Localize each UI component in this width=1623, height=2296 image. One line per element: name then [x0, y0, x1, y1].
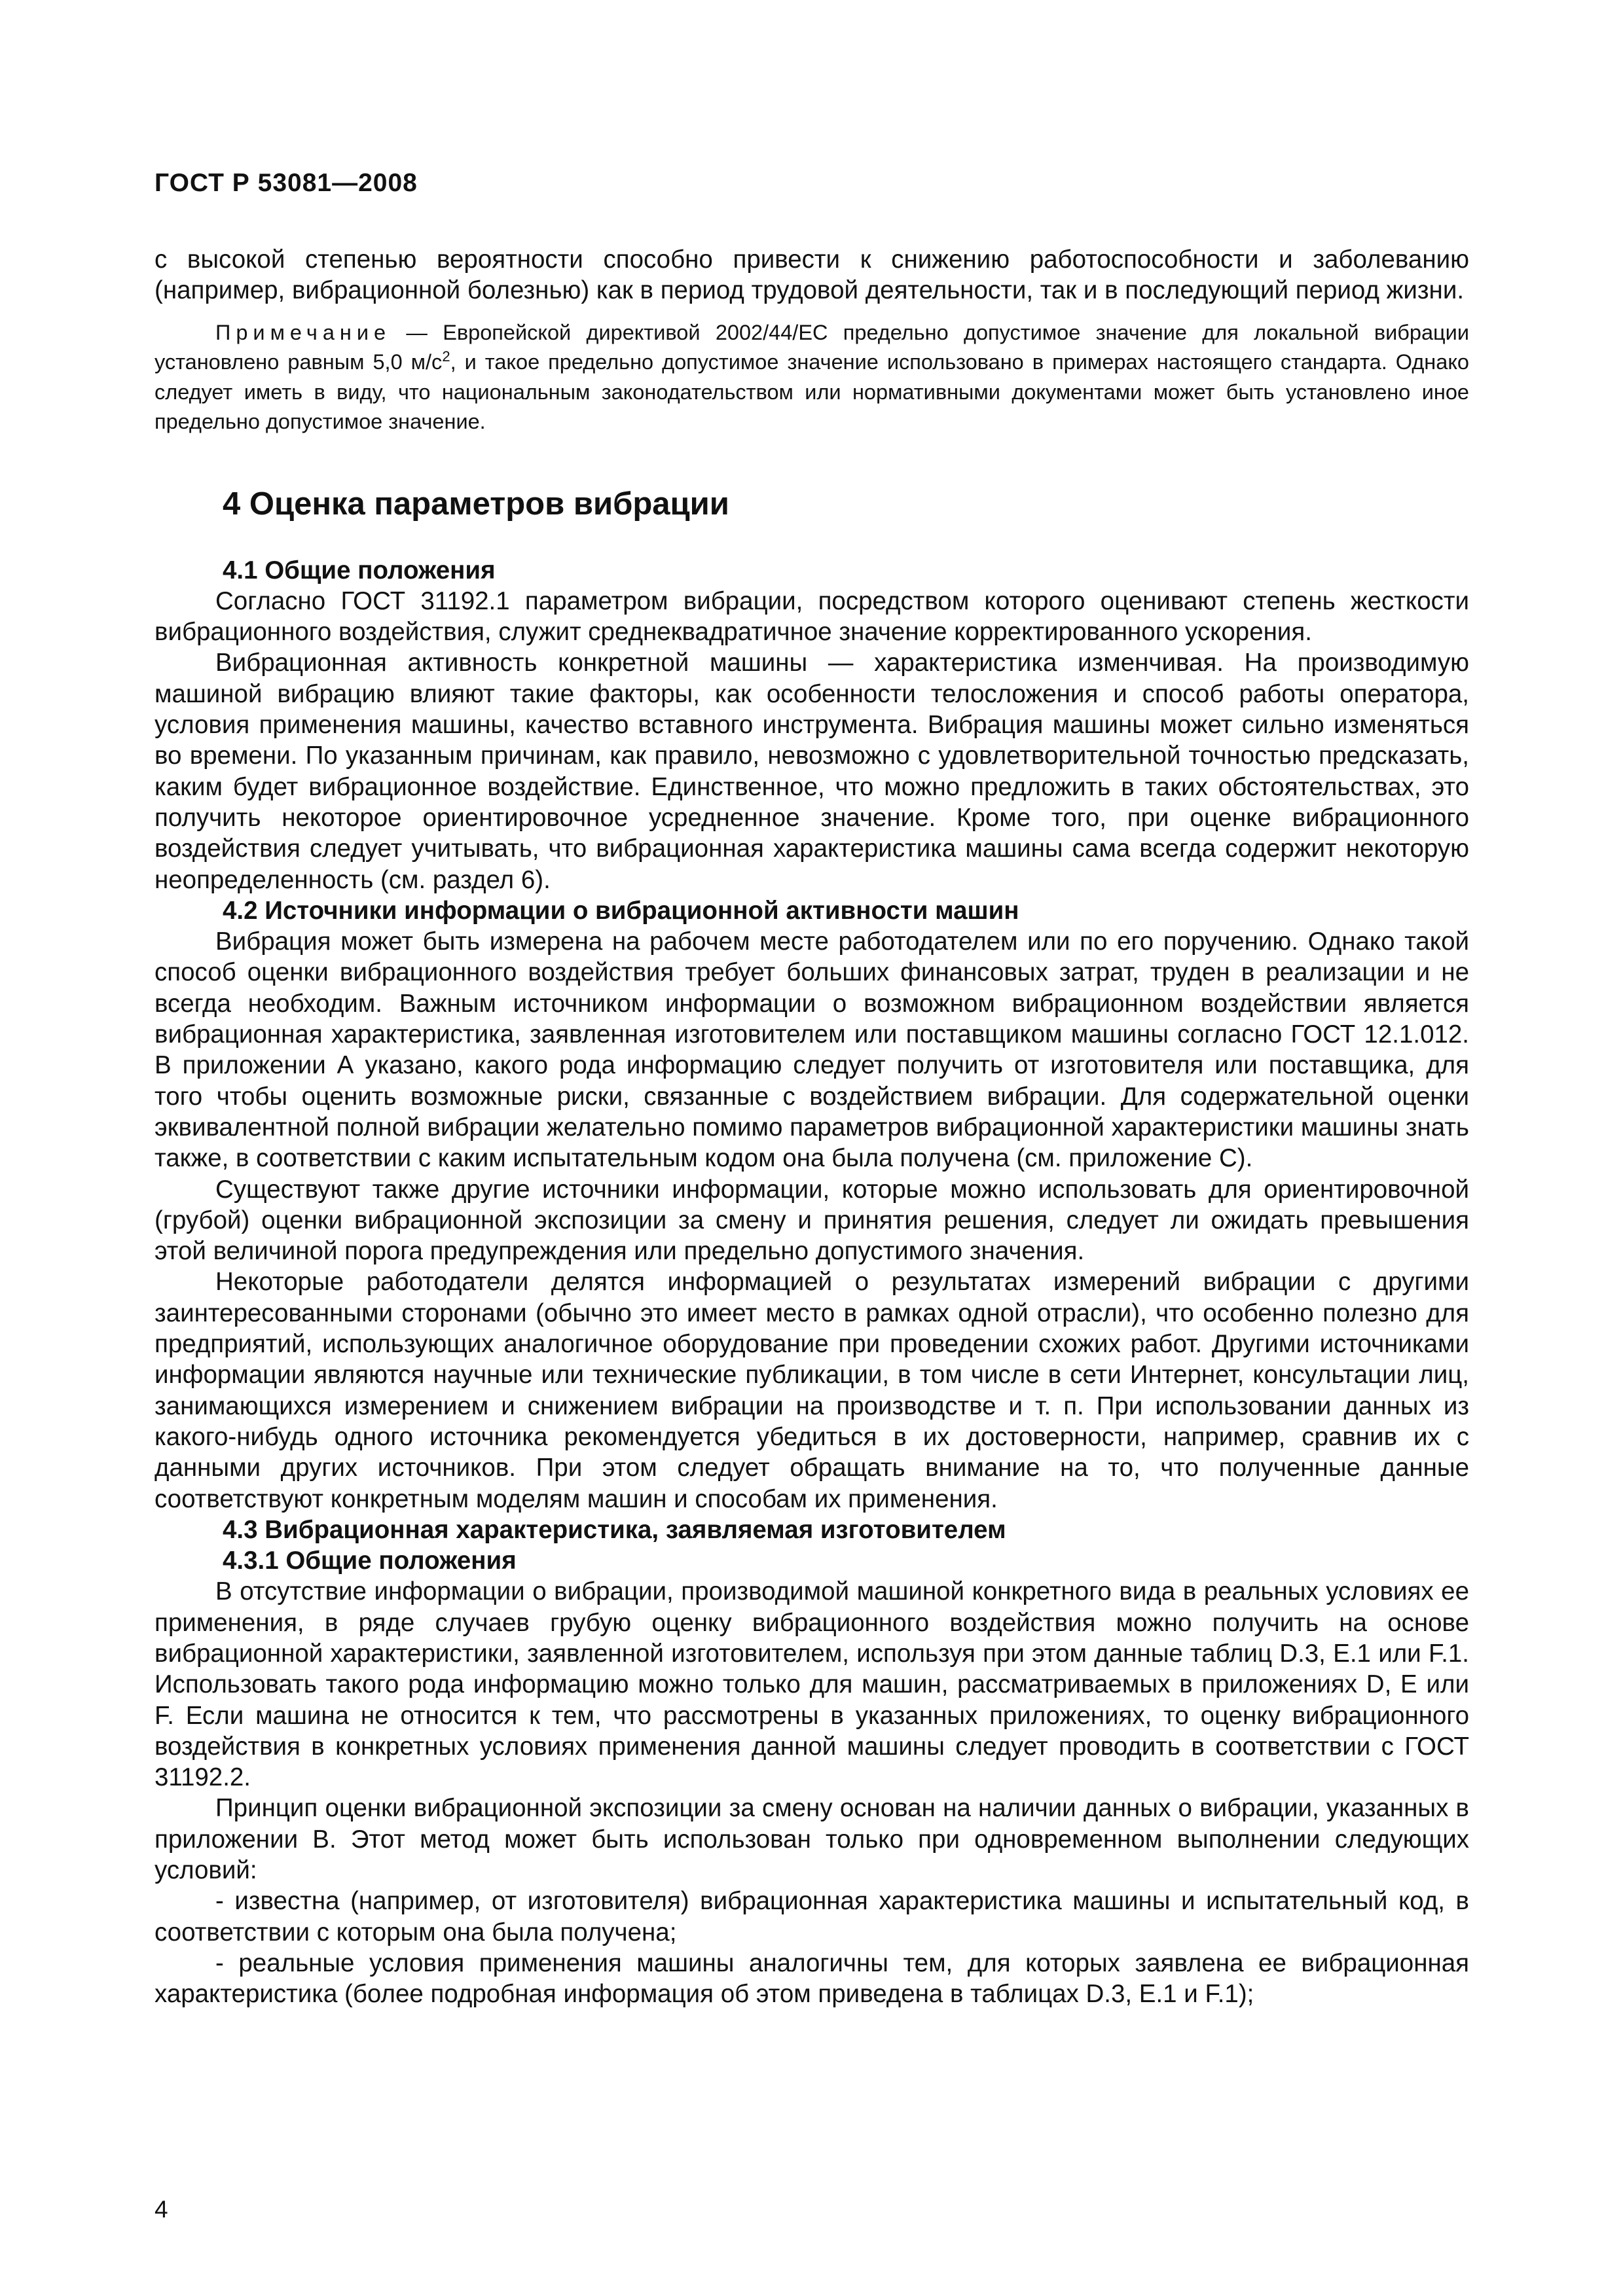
document-page [155, 0, 1469, 2296]
section-4-1-paragraph-2: Вибрационная активность конкретной машины — характеристика изменчивая. На производимую машиной вибрацию влияют такие факторы, как особенности телосложения и способ работы оператора, условия применения машины, качество вставного инструмента. Вибрация машины может сильно изменяться во времени. По указанным причинам, как правило, невозможно с удовлетворительной точностью предсказать, каким будет вибрационное воздействие. Единственное, что можно предложить в таких обстоятельствах, это получить некоторое ориентировочное усредненное значение. Кроме того, при оценке вибрационного воздействия следует учитывать, что вибрационная характеристика машины сама всегда содержит некоторую неопределенность (см. раздел 6). [155, 649, 1469, 894]
note-label: Примечание [215, 320, 392, 344]
document-header: ГОСТ Р 53081—2008 [155, 169, 418, 197]
section-4-title: 4 Оценка параметров вибрации [223, 486, 729, 522]
note-paragraph [155, 318, 1469, 437]
continued-paragraph: с высокой степенью вероятности способно привести к снижению работоспособности и заболеванию (например, вибрационной болезнью) как в период трудовой деятельности, так и в последующий период жизни. [155, 245, 1469, 305]
note-superscript: 2 [442, 348, 450, 365]
list-item-1: - известна (например, от изготовителя) вибрационная характеристика машины и испытательный код, в соответствии с которым она была получена; [155, 1887, 1469, 1946]
section-4-3-title: 4.3 Вибрационная характеристика, заявляемая изготовителем [223, 1515, 1006, 1544]
section-4-2-title: 4.2 Источники информации о вибрационной активности машин [223, 896, 1019, 925]
section-4-2-paragraph-1: Вибрация может быть измерена на рабочем месте работодателем или по его поручению. Однако такой способ оценки вибрационного воздействия требует больших финансовых затрат, труден в реализации и не всегда необходим. Важным источником информации о возможном вибрационном воздействии является вибрационная характеристика, заявленная изготовителем или поставщиком машины согласно ГОСТ 12.1.012. В приложении А указано, какого рода информацию следует получить от изготовителя или поставщика, для того чтобы оценить возможные риски, связанные с воздействием вибрации. Для содержательной оценки эквивалентной полной вибрации желательно помимо параметров вибрационной характеристики машины знать также, в соответствии с каким испытательным кодом она была получена (см. приложение С). [155, 927, 1469, 1173]
page-number: 4 [155, 2196, 168, 2223]
note-text-2: , и такое предельно допустимое значение использовано в примерах настоящего стандарта. Однако следует иметь в виду, что национальным законодательством или нормативными документами может быть установлено иное предельно допустимое значение. [155, 350, 1469, 434]
section-4-3-1-paragraph-2: Принцип оценки вибрационной экспозиции за смену основан на наличии данных о вибрации, указанных в приложении В. Этот метод может быть использован только при одновременном выполнении следующих условий: [155, 1794, 1469, 1885]
document-body [155, 244, 1469, 2010]
section-4-1-title: 4.1 Общие положения [223, 556, 496, 584]
section-4-2-paragraph-2: Существуют также другие источники информации, которые можно использовать для ориентировочной (грубой) оценки вибрационной экспозиции за смену и принятия решения, следует ли ожидать превышения этой величиной порога предупреждения или предельно допустимого значения. [155, 1175, 1469, 1266]
section-4-1-paragraph-1: Согласно ГОСТ 31192.1 параметром вибрации, посредством которого оценивают степень жесткости вибрационного воздействия, служит среднеквадратичное значение корректированного ускорения. [155, 586, 1469, 647]
note-text-1: — Европейской директивой 2002/44/ЕС предельно допустимое значение для локальной вибрации установлено равным 5,0 м/с [155, 320, 1469, 374]
section-4-3-1-paragraph-1: В отсутствие информации о вибрации, производимой машиной конкретного вида в реальных условиях ее применения, в ряде случаев грубую оценку вибрационного воздействия можно получить на основе вибрационной характеристики, заявленной изготовителем, используя при этом данные таблиц D.3, Е.1 или F.1. Использовать такого рода информацию можно только для машин, рассматриваемых в приложениях D, Е или F. Если машина не относится к тем, что рассмотрены в указанных приложениях, то оценку вибрационного воздействия в конкретных условиях применения данной машины следует проводить в соответствии с ГОСТ 31192.2. [155, 1577, 1469, 1792]
section-4-3-1-title: 4.3.1 Общие положения [223, 1547, 517, 1575]
section-4-2-paragraph-3: Некоторые работодатели делятся информацией о результатах измерений вибрации с другими заинтересованными сторонами (обычно это имеет место в рамках одной отрасли), что особенно полезно для предприятий, использующих аналогичное оборудование при проведении схожих работ. Другими источниками информации являются научные или технические публикации, в том числе в сети Интернет, консультации лиц, занимающихся измерением и снижением вибрации на производстве и т. п. При использовании данных из какого-нибудь одного источника рекомендуется убедиться в их достоверности, например, сравнив их с данными других источников. При этом следует обращать внимание на то, что полученные данные соответствуют конкретным моделям машин и способам их применения. [155, 1268, 1469, 1513]
list-item-2: - реальные условия применения машины аналогичны тем, для которых заявлена ее вибрационная характеристика (более подробная информация об этом приведена в таблицах D.3, Е.1 и F.1); [155, 1948, 1469, 2009]
